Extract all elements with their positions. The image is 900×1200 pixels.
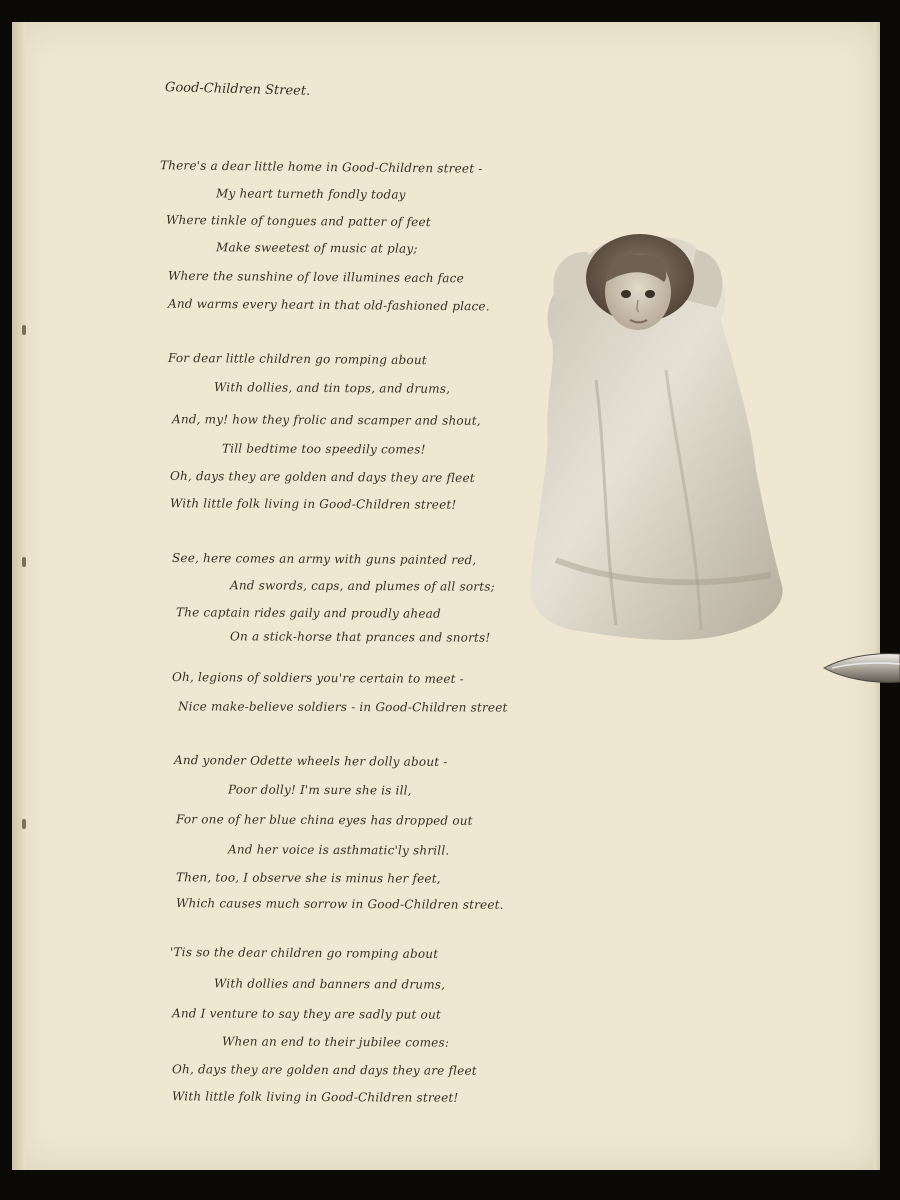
poem-line: The captain rides gaily and proudly ahead [175,605,441,621]
poem-line: For dear little children go romping about [167,350,427,368]
poem-line: Oh, days they are golden and days they are fleet [169,468,475,486]
binding-mark [22,325,26,335]
poem-line: Which causes much sorrow in Good-Children street. [175,896,504,912]
poem-line: Oh, days they are golden and days they are fleet [171,1062,477,1078]
poem-line: Nice make-believe soldiers - in Good-Children street [177,699,508,715]
poem-line: Where tinkle of tongues and patter of feet [165,212,431,230]
poem-line: There's a dear little home in Good-Children street - [159,158,483,176]
child-photo [526,230,788,650]
poem-line: When an end to their jubilee comes: [221,1034,450,1050]
poem-line: On a stick-horse that prances and snorts! [229,629,491,645]
poem-line: Where the sunshine of love illumines each face [167,268,464,286]
binding-mark [22,819,26,829]
poem-line: Poor dolly! I'm sure she is ill, [227,782,412,798]
poem-title: Good-Children Street. [164,80,311,99]
page-gutter [12,22,26,1170]
poem-line: With dollies, and tin tops, and drums, [213,380,451,396]
poem-line: With little folk living in Good-Children street! [169,496,457,512]
poem-line: My heart turneth fondly today [215,186,406,202]
poem-line: Till bedtime too speedily comes! [221,441,426,457]
poem-line: 'Tis so the dear children go romping about [169,945,439,961]
binding-mark [22,557,26,567]
poem-line: And, my! how they frolic and scamper and shout, [171,412,481,428]
poem-line: With dollies and banners and drums, [213,976,446,992]
poem-line: And swords, caps, and plumes of all sorts; [229,578,495,594]
poem-line: See, here comes an army with guns painted red, [171,550,477,568]
poem-line: With little folk living in Good-Children street! [171,1089,459,1105]
poem-line: And I venture to say they are sadly put out [171,1006,441,1022]
poem-line: And her voice is asthmatic'ly shrill. [227,842,450,858]
page-edge [874,22,880,1170]
page-holder-pointer [822,648,900,688]
poem-line: Make sweetest of music at play; [215,240,418,256]
child-photo-image [526,230,788,650]
poem-line: And warms every heart in that old-fashioned place. [167,296,490,314]
poem-line: For one of her blue china eyes has dropped out [175,812,473,828]
poem-line: Oh, legions of soldiers you're certain to meet - [171,669,464,687]
poem-line: Then, too, I observe she is minus her feet, [175,870,441,886]
poem-line: And yonder Odette wheels her dolly about - [173,753,448,769]
